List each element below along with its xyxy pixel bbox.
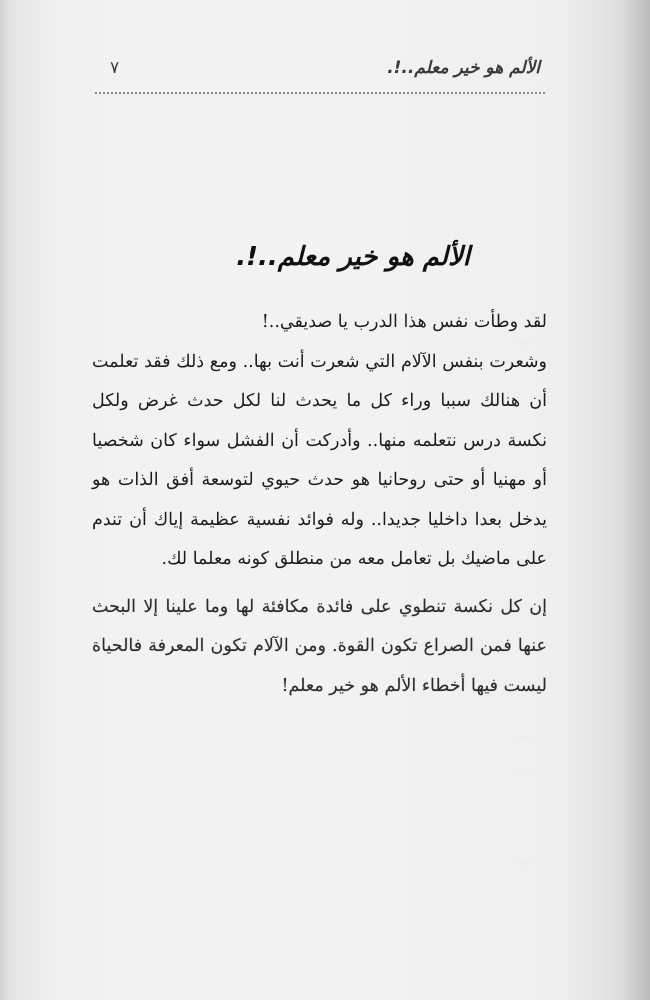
- running-title: الألم هو خير معلم..!.: [387, 58, 540, 78]
- paragraph: إن كل نكسة تنطوي على فائدة مكافئة لها وما علينا إلا البحث عنها فمن الصراع تكون القوة. ومن الآلام تكون المعرفة فالحياة ليست فيها أخطاء الألم هو خير معلم!: [92, 596, 547, 696]
- paragraph: لقد وطأت نفس هذا الدرب يا صديقي..!: [261, 312, 547, 332]
- show-through-text: ...: [515, 850, 530, 868]
- page-edge-shadow: [620, 0, 650, 1000]
- show-through-text: ...: [515, 760, 530, 778]
- body-text: [92, 303, 547, 706]
- show-through-text: ...: [515, 330, 530, 348]
- chapter-title: الألم هو خير معلم..!.: [236, 242, 470, 272]
- paragraph: وشعرت بنفس الآلام التي شعرت أنت بها.. ومع ذلك فقد تعلمت أن هنالك سببا وراء كل ما يحدث لنا لكل حدث غرض ولكل نكسة درس نتعلمه منها.. وأدركت أن الفشل سواء كان شخصيا أو مهنيا أو حتى روحانيا هو حدث حيوي لتوسعة أفق الذات هو يدخل بعدا داخليا جديدا.. وله فوائد نفسية عظيمة إياك أن تندم على ماضيك بل تعامل معه من منطلق كونه معلما لك.: [92, 351, 547, 569]
- running-header: [100, 58, 540, 94]
- show-through-text: ...: [515, 725, 530, 743]
- header-dotted-rule: [95, 92, 545, 94]
- page-number: ٧: [110, 58, 120, 78]
